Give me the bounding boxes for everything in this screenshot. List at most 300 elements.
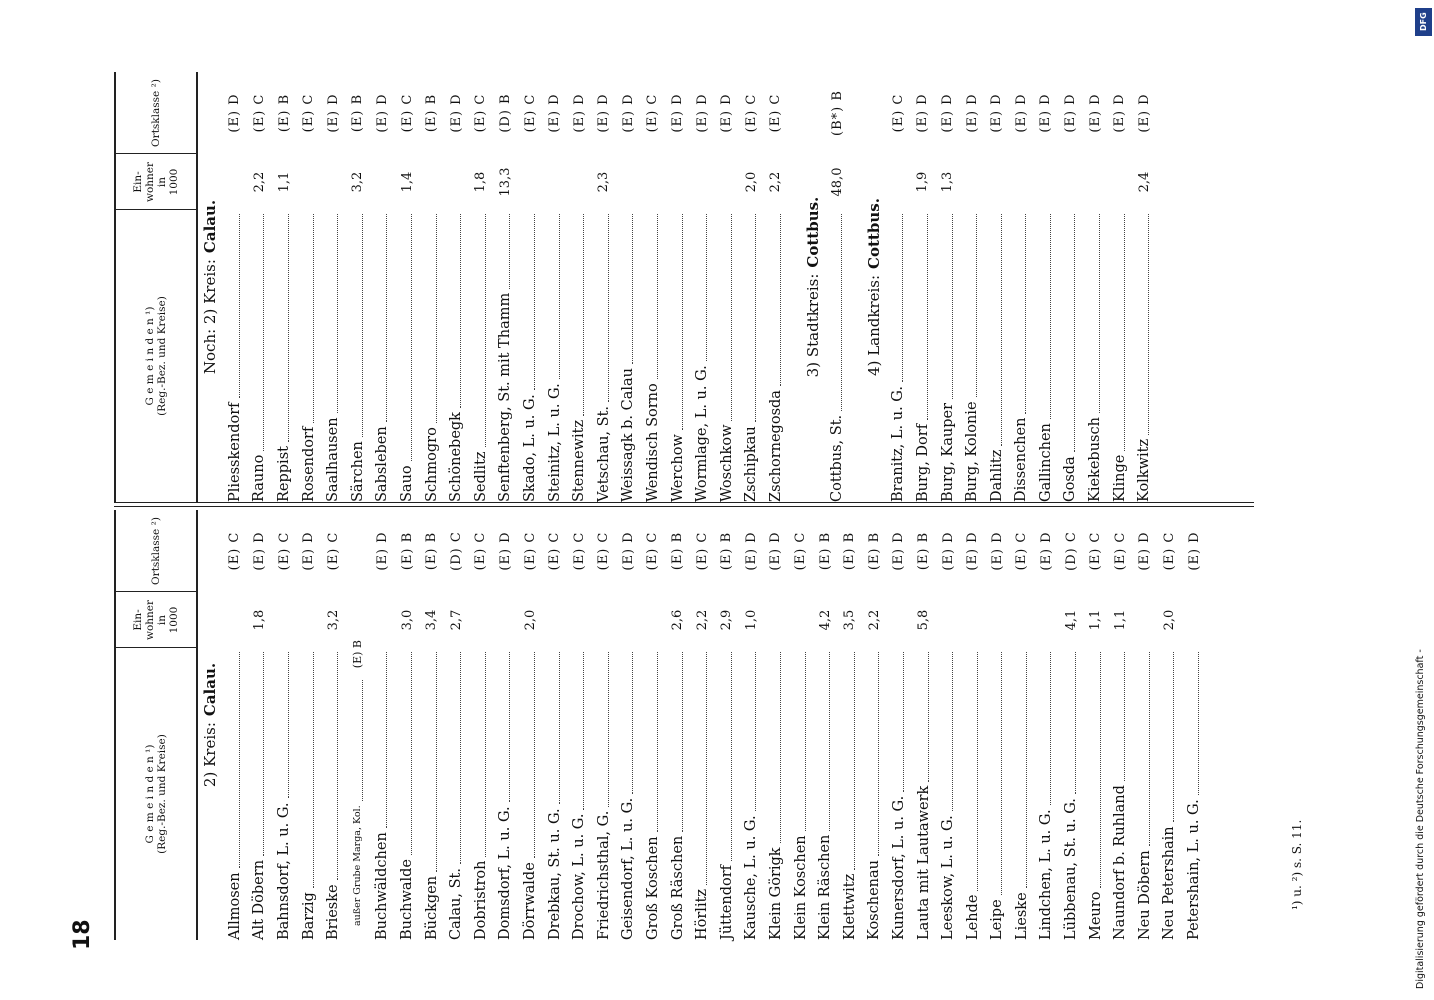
table-row (542, 72, 567, 502)
note-row (346, 510, 371, 940)
table-row (395, 72, 420, 502)
table-row (616, 510, 641, 940)
table-row (518, 72, 543, 502)
leader-dots (1065, 214, 1075, 452)
header-gemeinden-title: G e m e i n d e n ¹) (143, 744, 156, 844)
gemeinde-name: Pliesskendorf (226, 402, 243, 502)
gemeinde-name: Rosendorf (300, 426, 317, 502)
leader-dots (500, 652, 510, 802)
table-row (321, 72, 346, 502)
table-row (567, 72, 592, 502)
ortsklasse-value: (E) D (1038, 93, 1054, 133)
gemeinde-name: Klein Görigk (767, 847, 784, 940)
einwohner-value: 2,2 (251, 171, 267, 193)
ortsklasse-value: (E) B (719, 531, 735, 571)
leader-dots (1189, 652, 1199, 795)
note-ortsklasse: (E) B (351, 640, 365, 669)
ortsklasse-value: (E) D (571, 93, 587, 133)
gemeinde-name: Bückgen (423, 875, 440, 940)
gemeinde-name: Woschkow (718, 424, 735, 502)
ortsklasse-value: (E) D (891, 531, 907, 571)
leader-dots (1091, 652, 1101, 888)
table-row (960, 510, 985, 940)
gemeinde-name: Senftenberg, St. mit Thamm (497, 292, 514, 502)
gemeinde-name: Koschenau (866, 860, 883, 940)
einwohner-value: 2,7 (448, 609, 464, 631)
leader-dots (451, 652, 461, 864)
gemeinde-name: Neu Petershain (1161, 826, 1178, 940)
ortsklasse-value: (E) C (890, 93, 906, 133)
leader-dots (623, 652, 633, 794)
header-gemeinden (116, 210, 196, 502)
gemeinde-name: Burg, Dorf (914, 423, 931, 502)
leader-dots (230, 214, 240, 398)
left-rows (198, 510, 1206, 940)
header-einwohner (116, 154, 196, 210)
gemeinde-name: Friedrichsthal, G. (595, 810, 612, 940)
table-row (1182, 510, 1207, 940)
header-ortsklasse-label: Ortsklasse ²) (149, 517, 162, 585)
section-name: Cottbus. (803, 196, 822, 268)
header-einwohner-4: 1000 (168, 606, 181, 634)
ortsklasse-value: (D) B (497, 93, 513, 133)
table-row (985, 510, 1010, 940)
gemeinde-name: Lübbenau, St. u. G. (1063, 798, 1080, 940)
table-row (665, 510, 690, 940)
ortsklasse-value: (E) D (1136, 93, 1152, 133)
ortsklasse-value: (E) C (768, 93, 784, 133)
leader-dots (279, 652, 289, 798)
leader-dots (1066, 652, 1076, 794)
ortsklasse-value: (E) C (227, 531, 243, 571)
leader-dots (1041, 652, 1051, 805)
leader-dots (304, 652, 314, 888)
gemeinde-name: Drebkau, St. u. G. (546, 808, 563, 940)
right-column (114, 72, 1157, 502)
leader-dots (254, 652, 264, 856)
leader-dots (550, 214, 560, 379)
ortsklasse-value: (E) D (743, 531, 759, 571)
gemeinde-name: Gosda (1062, 456, 1079, 502)
einwohner-value: 5,8 (916, 609, 932, 631)
einwohner-value: 2,0 (522, 609, 538, 631)
gemeinde-name: Cottbus, St. (829, 414, 846, 502)
table-row (296, 72, 321, 502)
leader-dots (1139, 214, 1149, 435)
ortsklasse-value: (E) D (547, 93, 563, 133)
table-row (1083, 72, 1108, 502)
table-row (690, 72, 715, 502)
leader-dots (230, 652, 240, 868)
gemeinde-name: Dahlitz (988, 449, 1005, 502)
table-row (788, 510, 813, 940)
leader-dots (697, 214, 707, 361)
header-ortsklasse (116, 72, 196, 154)
table-row (518, 510, 543, 940)
ortsklasse-value: (E) D (768, 531, 784, 571)
table-row (419, 72, 444, 502)
ortsklasse-value: (E) D (1087, 93, 1103, 133)
ortsklasse-value: (E) C (522, 93, 538, 133)
einwohner-value: 2,4 (1136, 171, 1152, 193)
ortsklasse-value: (E) C (571, 531, 587, 571)
section-prefix: 4) Landkreis: (864, 274, 883, 376)
einwohner-value: 2,0 (1161, 609, 1177, 631)
ortsklasse-value: (E) C (645, 531, 661, 571)
ortsklasse-value: (E) D (374, 531, 390, 571)
gemeinde-name: Groß Räschen (669, 835, 686, 940)
ortsklasse-value: (E) D (965, 531, 981, 571)
leader-dots (377, 652, 387, 828)
einwohner-value: 3,4 (424, 609, 440, 631)
leader-dots (353, 680, 363, 801)
ortsklasse-value: (E) D (1013, 93, 1029, 133)
table-row (665, 72, 690, 502)
gemeinde-name: Naundorf b. Ruhland (1112, 785, 1129, 940)
table-row (493, 72, 518, 502)
einwohner-value: 3,2 (325, 609, 341, 631)
ortsklasse-value: (E) D (448, 93, 464, 133)
ortsklasse-value: (E) B (424, 93, 440, 133)
leader-dots (894, 652, 904, 792)
table-row (739, 510, 764, 940)
leader-dots (574, 652, 584, 810)
header-gemeinden (116, 648, 196, 940)
section-prefix: 2) Kreis: (201, 722, 220, 788)
ortsklasse-value: (E) C (473, 93, 489, 133)
note-text: außer Grube Marga, Kol. (352, 805, 364, 926)
einwohner-value: 2,6 (670, 609, 686, 631)
gemeinde-name: Lauta mit Lautawerk (915, 785, 932, 940)
header-ortsklasse (116, 510, 196, 592)
leader-dots (476, 652, 486, 857)
gemeinde-name: Klein Koschen (792, 835, 809, 940)
table-row (1108, 510, 1133, 940)
table-row (370, 72, 395, 502)
table-row (493, 510, 518, 940)
gemeinde-name: Stennewitz (571, 419, 588, 502)
ortsklasse-value: (E) B (276, 93, 292, 133)
gemeinde-name: Jüttendorf (718, 864, 735, 940)
gemeinde-name: Sedlitz (472, 451, 489, 502)
gemeinde-name: Dobristroh (472, 860, 489, 940)
gemeinde-name: Sabsleben (374, 426, 391, 502)
gemeinde-name: Branitz, L. u. G. (890, 386, 907, 502)
table-row (592, 72, 617, 502)
gemeinde-name: Kausche, L. u. G. (743, 815, 760, 940)
leader-dots (500, 214, 510, 289)
ortsklasse-value: (E) B (817, 531, 833, 571)
right-rows (198, 72, 1157, 502)
leader-dots (820, 652, 830, 831)
gemeinde-name: Alt Döbern (251, 859, 268, 940)
header-gemeinden-title: G e m e i n d e n ¹) (143, 306, 156, 406)
leader-dots (943, 214, 953, 399)
leader-dots (992, 214, 1002, 446)
section-heading (800, 72, 825, 502)
table-row (1034, 510, 1059, 940)
ortsklasse-value: (E) D (940, 93, 956, 133)
section-prefix: 3) Stadtkreis: (803, 273, 822, 378)
ortsklasse-value: (E) D (719, 93, 735, 133)
table-row (1059, 510, 1084, 940)
leader-dots (254, 214, 264, 451)
ortsklasse-value: (E) C (251, 93, 267, 133)
table-row (616, 72, 641, 502)
einwohner-value: 1,8 (473, 171, 489, 193)
table-row (911, 510, 936, 940)
gemeinde-name: Kunersdorf, L. u. G. (890, 795, 907, 940)
table-row (1133, 510, 1158, 940)
table-row (764, 510, 789, 940)
gemeinde-name: Dissenchen (1013, 417, 1030, 502)
ortsklasse-value: (D) C (448, 531, 464, 571)
ortsklasse-value: (B*) B (829, 90, 845, 136)
gemeinde-name: Lindchen, L. u. G. (1038, 809, 1055, 940)
einwohner-value: 1,1 (1088, 609, 1104, 631)
leader-dots (279, 214, 289, 442)
table-row (567, 510, 592, 940)
gemeinde-name: Domsdorf, L. u. G. (497, 806, 514, 940)
ortsklasse-value: (E) D (325, 93, 341, 133)
leader-dots (427, 652, 437, 872)
section-heading (198, 72, 223, 502)
header-gemeinden-sub: (Reg.-Bez. und Kreise) (156, 734, 168, 854)
einwohner-value: 2,0 (743, 171, 759, 193)
table-row (1009, 72, 1034, 502)
gemeinde-name: Schmogro (423, 427, 440, 502)
table-row (1034, 72, 1059, 502)
gemeinde-name: Hörlitz (694, 888, 711, 940)
header-einwohner-2: wohner (143, 161, 156, 203)
ortsklasse-value: (E) D (374, 93, 390, 133)
ortsklasse-value: (E) C (522, 531, 538, 571)
table-row (469, 72, 494, 502)
leader-dots (550, 652, 560, 804)
ortsklasse-value: (E) B (424, 531, 440, 571)
ortsklasse-value: (E) C (276, 531, 292, 571)
leader-dots (353, 214, 363, 437)
section-name: Calau. (201, 199, 220, 254)
gemeinde-name: Barzig (300, 892, 317, 940)
table-row (825, 72, 850, 502)
gemeinde-name: Wendisch Sorno (644, 383, 661, 502)
page-number: 18 (70, 919, 95, 950)
table-row (444, 510, 469, 940)
gemeinde-name: Skado, L. u. G. (522, 394, 539, 502)
gemeinde-name: Buchwäldchen (374, 832, 391, 940)
table-row (714, 510, 739, 940)
rotated-page (70, 70, 1310, 950)
gemeinde-name: Drochow, L. u. G. (571, 813, 588, 940)
gemeinde-name: Leeskow, L. u. G. (940, 815, 957, 940)
leader-dots (1017, 652, 1027, 888)
header-ortsklasse-label: Ortsklasse ²) (149, 79, 162, 147)
leader-dots (525, 652, 535, 858)
leader-dots (599, 214, 609, 402)
gemeinde-name: Zschipkau (743, 426, 760, 502)
table-row (321, 510, 346, 940)
ortsklasse-value: (E) D (620, 93, 636, 133)
gemeinde-name: Klinge (1111, 454, 1128, 502)
column-divider (114, 502, 1254, 507)
table-row (592, 510, 617, 940)
leader-dots (1016, 214, 1026, 414)
table-row (862, 510, 887, 940)
ortsklasse-value: (E) D (596, 93, 612, 133)
leader-dots (919, 652, 929, 782)
table-row (641, 510, 666, 940)
ortsklasse-value: (E) D (301, 531, 317, 571)
ortsklasse-value: (E) B (350, 93, 366, 133)
gemeinde-name: Zschornegosda (767, 390, 784, 502)
table-row (887, 510, 912, 940)
gemeinde-name: Neu Döbern (1136, 850, 1153, 940)
leader-dots (1115, 652, 1125, 781)
table-row (1107, 72, 1132, 502)
header-separator (116, 209, 196, 210)
leader-dots (648, 214, 658, 379)
table-row (370, 510, 395, 940)
einwohner-value: 2,2 (768, 171, 784, 193)
ortsklasse-value: (E) D (251, 531, 267, 571)
leader-dots (476, 214, 486, 447)
einwohner-value: 2,3 (596, 171, 612, 193)
ortsklasse-value: (E) D (670, 93, 686, 133)
ortsklasse-value: (E) C (596, 531, 612, 571)
table-row (984, 72, 1009, 502)
leader-dots (771, 214, 781, 386)
einwohner-value: 1,0 (743, 609, 759, 631)
section-prefix: Noch: 2) Kreis: (201, 259, 220, 375)
header-einwohner (116, 592, 196, 648)
gemeinde-name: Weissagk b. Calau (620, 367, 637, 502)
gemeinde-name: Wormlage, L. u. G. (694, 365, 711, 502)
dfg-logo: DFG (1415, 8, 1432, 36)
leader-dots (525, 214, 535, 390)
table-row (272, 510, 297, 940)
gemeinde-name: Burg, Kolonie (964, 401, 981, 502)
table-row (444, 72, 469, 502)
leader-dots (697, 652, 707, 885)
ortsklasse-value: (E) C (1014, 531, 1030, 571)
leader-dots (599, 652, 609, 807)
leader-dots (574, 214, 584, 416)
leader-dots (722, 214, 732, 421)
ortsklasse-value: (E) D (694, 93, 710, 133)
einwohner-value: 1,9 (915, 171, 931, 193)
leader-dots (427, 214, 437, 423)
gemeinde-name: Kolkwitz (1136, 438, 1153, 502)
table-row (1058, 72, 1083, 502)
gemeinde-name: Steinitz, L. u. G. (546, 383, 563, 502)
gemeinde-name: Lieske (1013, 892, 1030, 940)
einwohner-value: 2,2 (694, 609, 710, 631)
ortsklasse-value: (E) D (1137, 531, 1153, 571)
einwohner-value: 1,3 (940, 171, 956, 193)
table-row (346, 72, 371, 502)
ortsklasse-value: (E) C (743, 93, 759, 133)
header-einwohner-1: Ein- (131, 171, 144, 193)
einwohner-value: 13,3 (497, 167, 513, 197)
gemeinde-name: Gallinchen (1037, 423, 1054, 502)
leader-dots (1140, 652, 1150, 846)
table-row (247, 510, 272, 940)
einwohner-value: 1,8 (251, 609, 267, 631)
table-row (714, 72, 739, 502)
gemeinde-name: Brieske (325, 884, 342, 940)
table-row (469, 510, 494, 940)
gemeinde-name: Klein Räschen (817, 834, 834, 940)
leader-dots (377, 214, 387, 422)
gemeinde-name: Meuro (1087, 891, 1104, 940)
gemeinde-name: Werchow (669, 434, 686, 502)
einwohner-value: 1,4 (399, 171, 415, 193)
dfg-credit-text: Digitalisierung gefördert durch die Deutsche Forschungsgemeinschaft - (1415, 649, 1426, 989)
leader-dots (402, 652, 412, 855)
gemeinde-name: Reppist (276, 446, 293, 502)
ortsklasse-value: (E) C (301, 93, 317, 133)
gemeinde-name: Schönebegk (448, 412, 465, 502)
leader-dots (832, 214, 842, 411)
ortsklasse-value: (E) D (989, 531, 1005, 571)
gemeinde-name: Calau, St. (448, 868, 465, 940)
gemeinde-name: Burg, Kauper (939, 402, 956, 502)
left-table-header (114, 510, 198, 940)
ortsklasse-value: (E) C (399, 93, 415, 133)
right-table-header (114, 72, 198, 502)
header-separator (116, 647, 196, 648)
einwohner-value: 3,2 (350, 171, 366, 193)
header-gemeinden-sub: (Reg.-Bez. und Kreise) (156, 296, 168, 416)
header-einwohner-2: wohner (143, 599, 156, 641)
table-row (223, 510, 248, 940)
ortsklasse-value: (E) C (325, 531, 341, 571)
header-einwohner-1: Ein- (131, 609, 144, 631)
table-row (936, 510, 961, 940)
gemeinde-name: Vetschau, St. (595, 405, 612, 502)
table-row (764, 72, 789, 502)
table-row (739, 72, 764, 502)
table-row (911, 72, 936, 502)
table-row (542, 510, 567, 940)
gemeinde-name: Buchwalde (399, 858, 416, 940)
einwohner-value: 3,0 (399, 609, 415, 631)
leader-dots (918, 214, 928, 420)
ortsklasse-value: (D) C (1063, 531, 1079, 571)
gemeinde-name: Särchen (349, 441, 366, 502)
ortsklasse-value: (E) D (620, 531, 636, 571)
leader-dots (451, 214, 461, 408)
ortsklasse-value: (E) C (1088, 531, 1104, 571)
table-row (1010, 510, 1035, 940)
leader-dots (1164, 652, 1174, 822)
table-row (960, 72, 985, 502)
gemeinde-name: Kiekebusch (1087, 417, 1104, 502)
ortsklasse-value: (E) C (793, 531, 809, 571)
gemeinde-name: Geisendorf, L. u. G. (620, 797, 637, 940)
table-row (813, 510, 838, 940)
ortsklasse-value: (E) D (1112, 93, 1128, 133)
header-einwohner-3: in (156, 614, 168, 626)
ortsklasse-value: (E) B (916, 531, 932, 571)
leader-dots (1041, 214, 1051, 419)
leader-dots (746, 214, 756, 422)
ortsklasse-value: (E) D (989, 93, 1005, 133)
section-heading (861, 72, 886, 502)
ortsklasse-value: (E) B (670, 531, 686, 571)
leader-dots (893, 214, 903, 382)
